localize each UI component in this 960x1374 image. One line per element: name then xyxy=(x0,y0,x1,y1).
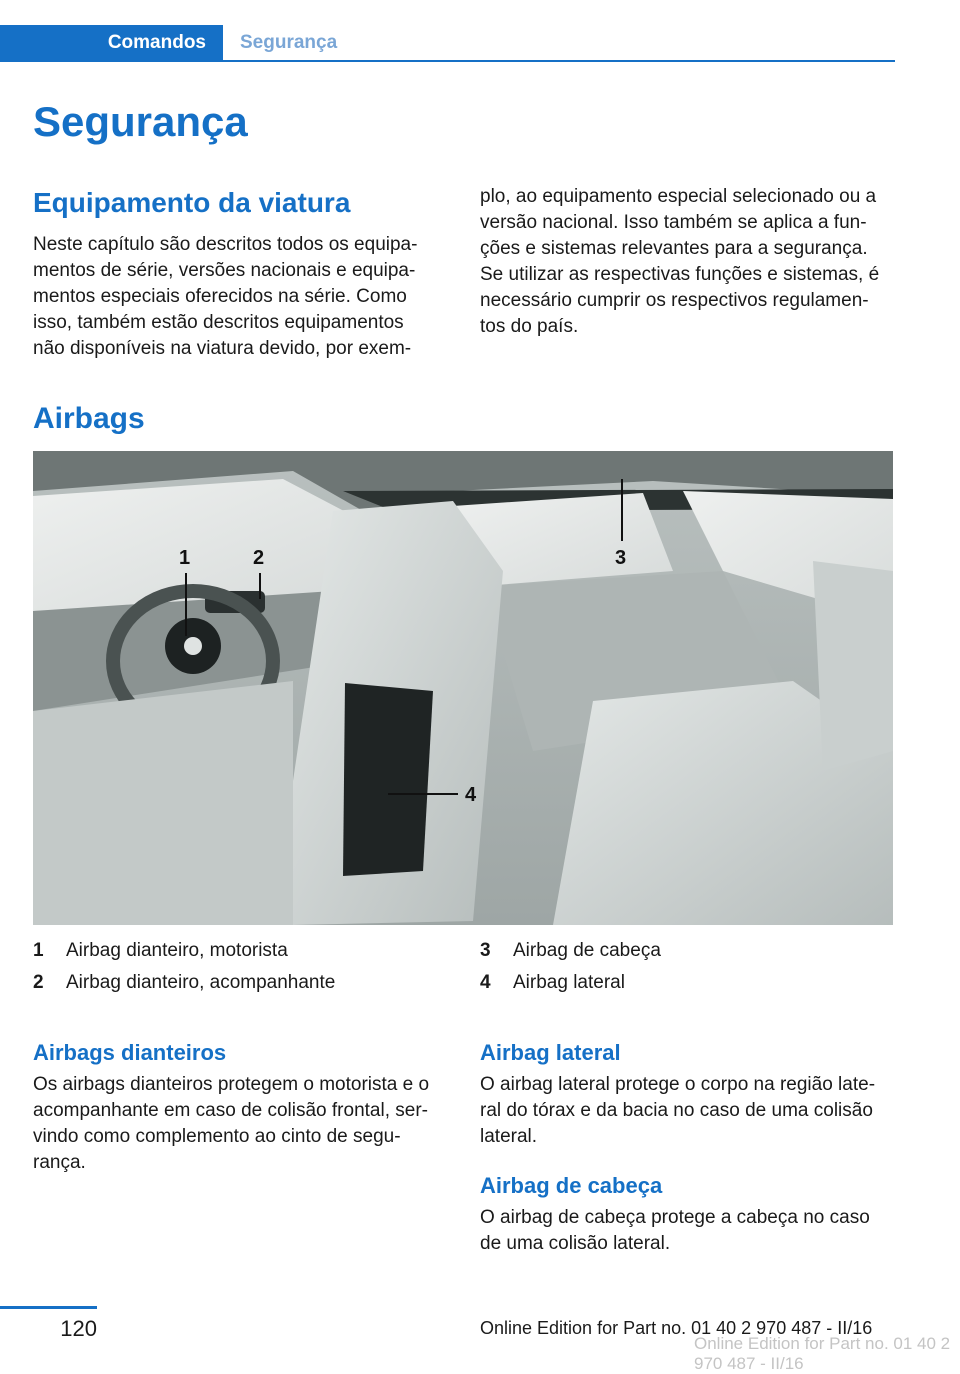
legend-right xyxy=(480,935,661,999)
head-airbag-text xyxy=(480,1205,900,1257)
legend-text: Airbag dianteiro, motorista xyxy=(66,940,288,961)
header-rule xyxy=(0,60,895,62)
legend-number: 1 xyxy=(33,940,44,961)
text-line: Os airbags dianteiros protegem o motorista e o xyxy=(33,1074,430,1095)
text-line: Neste capítulo são descritos todos os equipa- xyxy=(33,234,418,255)
footer-rule xyxy=(0,1306,97,1309)
legend-number: 3 xyxy=(480,940,491,961)
page-number: 120 xyxy=(60,1316,97,1341)
side-airbag-text xyxy=(480,1072,900,1150)
text-line: tos do país. xyxy=(480,316,579,337)
subheading-airbag-lateral: Airbag lateral xyxy=(480,1040,621,1065)
text-line: Se utilizar as respectivas funções e sistemas, é xyxy=(480,264,880,285)
legend-item xyxy=(480,967,661,999)
legend-item xyxy=(33,967,335,999)
legend-text: Airbag de cabeça xyxy=(513,940,661,961)
legend-number: 4 xyxy=(480,972,491,993)
text-line: isso, também estão descritos equipamentos xyxy=(33,312,404,333)
text-line: ções e sistemas relevantes para a segurança. xyxy=(480,238,868,259)
legend-text: Airbag dianteiro, acompanhante xyxy=(66,972,336,993)
subheading-airbag-cabeca: Airbag de cabeça xyxy=(480,1173,663,1198)
text-line: necessário cumprir os respectivos regulamen- xyxy=(480,290,869,311)
callout-1: 1 xyxy=(179,547,191,569)
airbag-location-illustration xyxy=(33,451,893,925)
text-line: acompanhante em caso de colisão frontal, ser- xyxy=(33,1100,428,1121)
callout-2: 2 xyxy=(253,547,265,569)
callout-4: 4 xyxy=(465,784,477,806)
legend-item xyxy=(480,935,661,967)
text-line: de uma colisão lateral. xyxy=(480,1233,671,1254)
legend-item xyxy=(33,935,335,967)
tab-comandos[interactable]: Comandos xyxy=(0,25,223,60)
page-title: Segurança xyxy=(33,98,248,145)
intro-column-left xyxy=(33,232,453,362)
text-line: vindo como complemento ao cinto de segu- xyxy=(33,1126,401,1147)
text-line: mentos especiais oferecidos na série. Como xyxy=(33,286,407,307)
text-line: versão nacional. Isso também se aplica a fun- xyxy=(480,212,867,233)
tab-seguranca[interactable]: Segurança xyxy=(240,31,338,53)
legend-text: Airbag lateral xyxy=(513,972,625,993)
text-line: O airbag lateral protege o corpo na região late- xyxy=(480,1074,876,1095)
text-line: não disponíveis na viatura devido, por exem- xyxy=(33,338,412,359)
header-tabs xyxy=(0,25,895,62)
text-line: mentos de série, versões nacionais e equipa- xyxy=(33,260,416,281)
legend-left xyxy=(33,935,335,999)
subheading-airbags-dianteiros: Airbags dianteiros xyxy=(33,1040,227,1065)
legend-number: 2 xyxy=(33,972,44,993)
watermark: Online Edition for Part no. 01 40 2 970 487 - II/16 xyxy=(694,1334,951,1373)
intro-column-right xyxy=(480,184,900,340)
callout-3: 3 xyxy=(615,547,627,569)
text-line: O airbag de cabeça protege a cabeça no caso xyxy=(480,1207,870,1228)
text-line: rança. xyxy=(33,1152,86,1173)
edition-text: Online Edition for Part no. 01 40 2 970 487 - II/16 xyxy=(480,1318,873,1338)
front-airbags-text xyxy=(33,1072,463,1176)
text-line: lateral. xyxy=(480,1126,538,1147)
section-heading-airbags: Airbags xyxy=(33,402,145,435)
text-line: plo, ao equipamento especial selecionado ou a xyxy=(480,186,877,207)
section-heading-equipamento: Equipamento da viatura xyxy=(33,187,351,218)
text-line: ral do tórax e da bacia no caso de uma colisão xyxy=(480,1100,873,1121)
